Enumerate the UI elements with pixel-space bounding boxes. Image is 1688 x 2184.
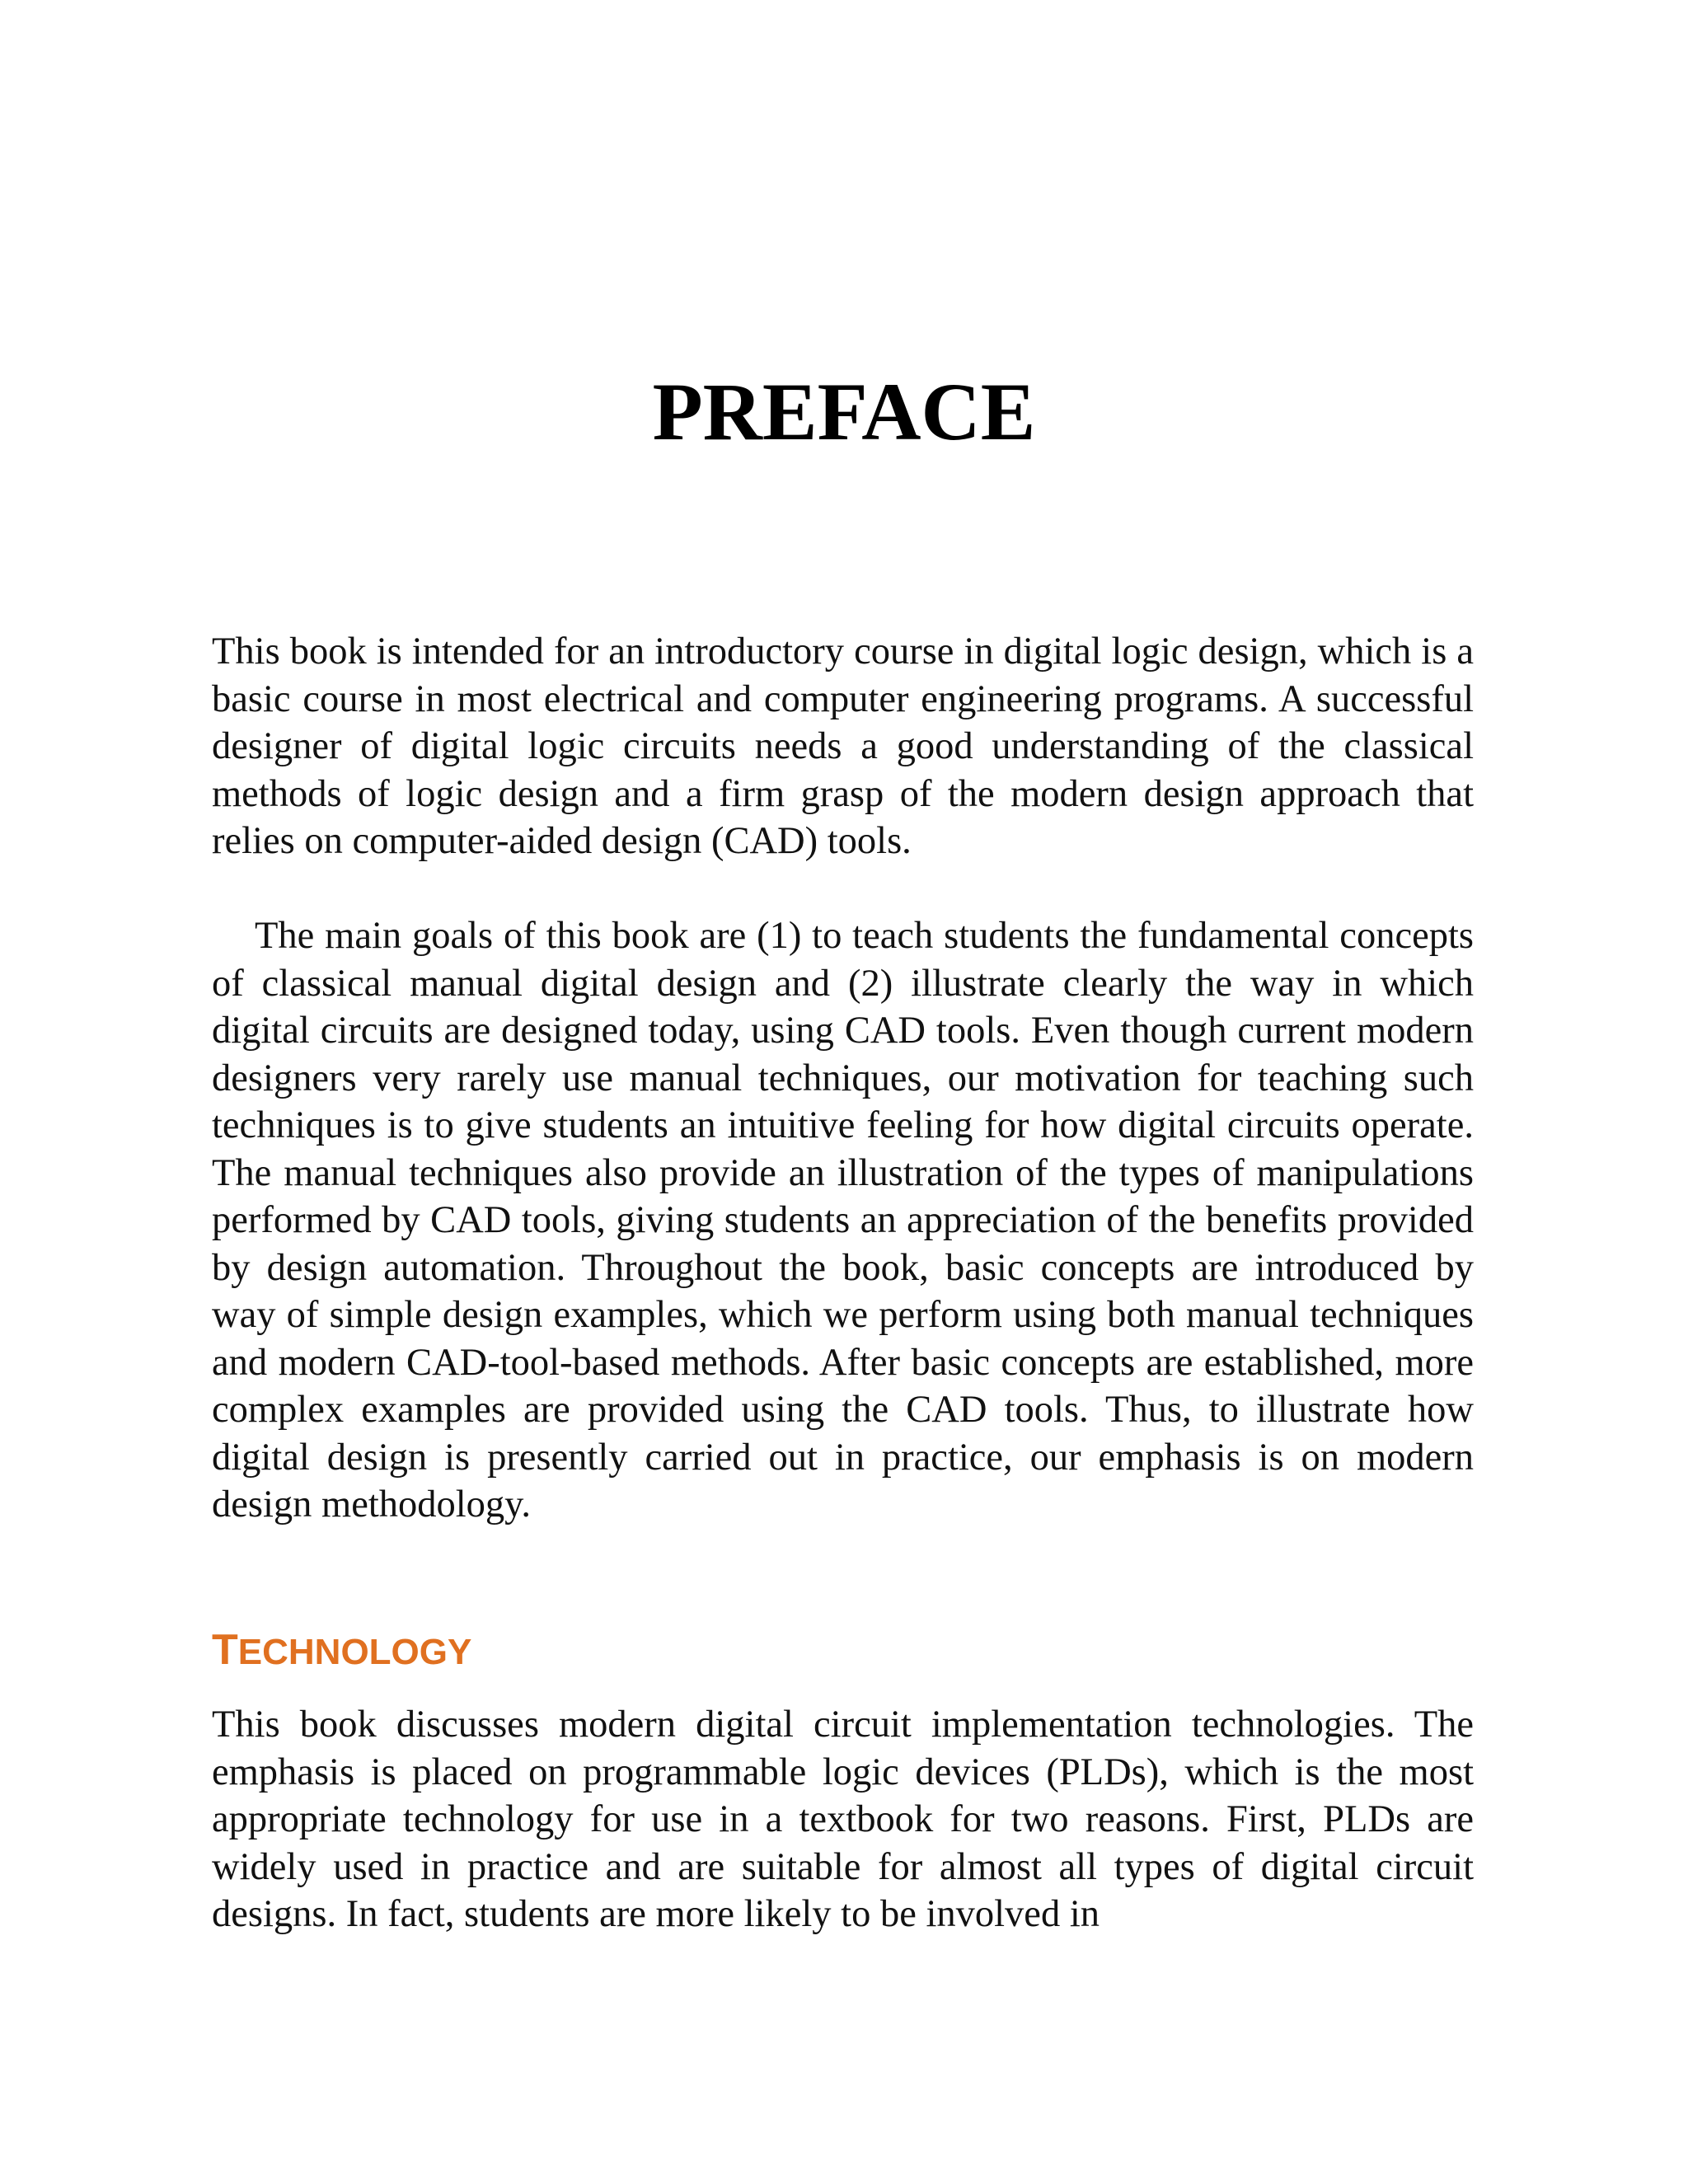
intro-paragraph: This book is intended for an introductory course in digital logic design, which is a basic course in most electrical and computer engineering programs. A successful designer of digital logic circuits needs a good understanding of the classical methods of logic design and a firm grasp of the modern design approach that relies on computer-aided design (CAD) tools. <box>212 630 1474 862</box>
section-heading-rest: ECHNOLOGY <box>237 1632 472 1672</box>
page-title: PREFACE <box>652 366 1036 457</box>
goals-paragraph: The main goals of this book are (1) to teach students the fundamental concepts of classical manual digital design and (2) illustrate clearly the way in which digital circuits are designed today, using CAD tools. Even though current modern designers very rarely use manual techniques, our motivation for teaching such techniques is to give students an intuitive feeling for how digital circuits operate. The manual techniques also provide an illustration of the types of manipulations performed by CAD tools, giving students an appreciation of the benefits provided by design automation. Throughout the book, basic concepts are introduced by way of simple design examples, which we perform using both manual techniques and modern CAD-tool-based methods. After basic concepts are established, more complex examples are provided using the CAD tools. Thus, to illustrate how digital design is presently carried out in practice, our emphasis is on modern design methodology. <box>212 915 1474 1526</box>
section-heading-initial: T <box>212 1626 238 1674</box>
technology-paragraph: This book discusses modern digital circuit implementation technologies. The emphasis is placed on programmable logic devices (PLDs), which is the most appropriate technology for use in a textbook for two reasons. First, PLDs are widely used in practice and are suitable for almost all types of digital circuit designs. In fact, students are more likely to be involved in <box>212 1704 1474 1935</box>
section-heading-technology <box>212 1625 471 1683</box>
